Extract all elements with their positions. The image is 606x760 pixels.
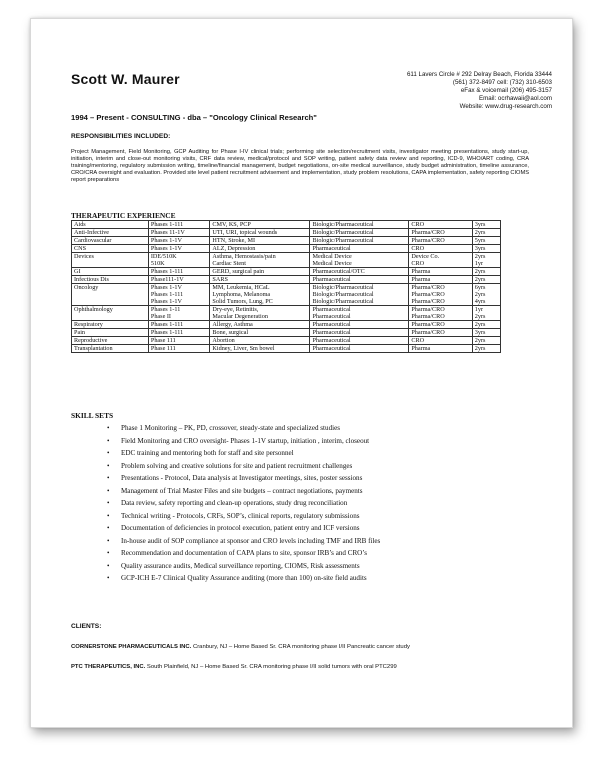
skill-text: Quality assurance audits, Medical surveillance reporting, CIOMS, Risk assessments [121,561,360,570]
therapeutic-row [72,284,501,306]
years-cell: 2yrs [472,321,500,329]
phase-cell: Phases 1-1V [148,237,210,245]
therapeutic-area-cell: CNS [72,245,149,253]
skill-text: Presentations - Protocol, Data analysis at Investigator meetings, sites, poster sessions [121,474,363,482]
years-cell: 2yrs 1yr [472,253,500,268]
skills-heading: SKILL SETS [71,411,114,420]
indication-cell: Dry-eye, Retinitis, Macular Degeneration [210,306,310,321]
skill-text: In-house audit of SOP compliance at sponsor and CRO levels including TMF and IRB files [121,536,381,545]
skill-item [107,535,537,548]
organization-cell: Pharma/CRO Pharma/CRO [409,306,472,321]
years-cell: 1yr 2yrs [472,306,500,321]
skill-text: Data review, safety reporting and clean-up operations, study drug reconciliation [121,499,348,507]
indication-cell: HTN, Stroke, MI [210,237,310,245]
responsibilities-heading: RESPONSIBILITIES INCLUDED: [71,133,171,140]
indication-cell: UTI, URI, topical wounds [210,229,310,237]
therapeutic-area-cell: Ophthalmology [72,306,149,321]
organization-cell: Pharma [409,268,472,276]
therapeutic-area-cell: Infectious Dis [72,276,149,284]
indication-cell: Asthma, Hemostasis/pain Cardiac Stent [210,253,310,268]
phase-cell: Phases 1-111 [148,329,210,337]
bullet-icon: • [107,461,110,470]
therapeutic-area-cell: Aids [72,221,149,229]
product-type-cell: Pharmaceutical [310,337,409,345]
indication-cell: MM, Leukemia, HCaL Lymphoma, Melanoma Solid Tumors, Lung, PC [210,284,310,306]
therapeutic-row [72,253,501,268]
organization-cell: Pharma [409,276,472,284]
indication-cell: GERD, surgical pain [210,268,310,276]
skill-text: Problem solving and creative solutions for site and patient recruitment challenges [121,461,353,470]
years-cell: 2yrs [472,345,500,353]
contact-website: Website: www.drug-research.com [459,103,552,110]
therapeutic-area-cell: Devices [72,253,149,268]
therapeutic-area-cell: Oncology [72,284,149,306]
phase-cell: Phases 1-111 [148,321,210,329]
product-type-cell: Biologic/Pharmaceutical Biologic/Pharmaceutical Biologic/Pharmaceutical [310,284,409,306]
organization-cell: Device Co. CRO [409,253,472,268]
bullet-icon: • [107,499,110,507]
skill-item [107,472,537,485]
indication-cell: ALZ, Depression [210,245,310,253]
product-type-cell: Pharmaceutical Pharmaceutical [310,306,409,321]
therapeutic-row [72,337,501,345]
consulting-heading: 1994 – Present - CONSULTING - dba – "Oncology Clinical Research" [71,113,317,122]
phase-cell: Phase 111 [148,345,210,353]
phase-cell: Phases 11-1V [148,229,210,237]
therapeutic-row [72,268,501,276]
skill-item [107,572,537,585]
skill-item [107,497,537,510]
phase-cell: Phases 1-111 [148,221,210,229]
resume-name: Scott W. Maurer [71,71,180,87]
bullet-icon: • [107,536,110,545]
bullet-icon: • [107,549,110,557]
years-cell: 2yrs [472,337,500,345]
skill-item [107,547,537,560]
product-type-cell: Biologic/Pharmaceutical [310,237,409,245]
contact-email: Email: ocrhawaii@aol.com [479,95,552,102]
therapeutic-table [71,220,501,353]
therapeutic-row [72,321,501,329]
skill-item [107,435,537,448]
organization-cell: Pharma/CRO [409,237,472,245]
years-cell: 5yrs [472,237,500,245]
skill-text: Management of Trial Master Files and site budgets – contract negotiations, payments [121,486,363,495]
therapeutic-row [72,237,501,245]
indication-cell: Allergy, Asthma [210,321,310,329]
skill-text: GCP-ICH E-7 Clinical Quality Assurance auditing (more than 100) on-site field audits [121,574,367,582]
product-type-cell: Pharmaceutical [310,245,409,253]
indication-cell: Bone, surgical [210,329,310,337]
phase-cell: Phase111-1V [148,276,210,284]
therapeutic-row [72,345,501,353]
bullet-icon: • [107,574,110,582]
product-type-cell: Pharmaceutical/OTC [310,268,409,276]
product-type-cell: Pharmaceutical [310,276,409,284]
resume-page [30,18,573,728]
product-type-cell: Biologic/Pharmaceutical [310,221,409,229]
skill-item [107,447,537,460]
phase-cell: Phases 1-1V [148,245,210,253]
years-cell: 3yrs [472,221,500,229]
therapeutic-area-cell: Pain [72,329,149,337]
product-type-cell: Pharmaceutical [310,329,409,337]
organization-cell: CRO [409,245,472,253]
skill-item [107,560,537,573]
years-cell: 2yrs [472,229,500,237]
therapeutic-heading: THERAPEUTIC EXPERIENCE [71,211,176,220]
product-type-cell: Pharmaceutical [310,345,409,353]
skill-text: Field Monitoring and CRO oversight- Phases 1-1V startup, initiation , interim, closeout [121,436,370,445]
phase-cell: Phases 1-1V Phases 1-111 Phases 1-1V [148,284,210,306]
product-type-cell: Pharmaceutical [310,321,409,329]
client-company: CORNERSTONE PHARMACEUTICALS INC. [71,644,192,650]
bullet-icon: • [107,424,110,432]
organization-cell: CRO [409,221,472,229]
therapeutic-area-cell: GI [72,268,149,276]
contact-phone: (561) 372-8497 cell: (732) 310-6503 [452,79,552,86]
years-cell: 6yrs 2yrs 4yrs [472,284,500,306]
client-detail: South Plainfield, NJ – Home Based Sr. CRA monitoring phase I/II solid tumors with oral PTC299 [145,664,397,670]
organization-cell: Pharma/CRO [409,321,472,329]
skill-item [107,460,537,473]
skill-text: Technical writing - Protocols, CRFs, SOP’s, clinical reports, regulatory submissions [121,511,360,520]
organization-cell: Pharma/CRO Pharma/CRO Pharma/CRO [409,284,472,306]
contact-block [407,71,552,111]
client-entry [71,644,410,650]
therapeutic-row [72,229,501,237]
organization-cell: Pharma/CRO [409,229,472,237]
bullet-icon: • [107,486,110,495]
skill-text: Recommendation and documentation of CAPA plans to site, sponsor IRB’s and CRO’s [121,549,368,557]
years-cell: 3yrs [472,329,500,337]
years-cell: 2yrs [472,276,500,284]
therapeutic-row [72,276,501,284]
phase-cell: IDE/510K 510K [148,253,210,268]
client-detail: Cranbury, NJ – Home Based Sr. CRA monitoring phase I/II Pancreatic cancer study [191,644,410,650]
skill-item [107,485,537,498]
therapeutic-row [72,221,501,229]
indication-cell: Kidney, Liver, Sm bowel [210,345,310,353]
bullet-icon: • [107,524,110,532]
skill-item [107,522,537,535]
bullet-icon: • [107,449,110,457]
client-entry [71,664,397,670]
therapeutic-area-cell: Transplantation [72,345,149,353]
product-type-cell: Medical Device Medical Device [310,253,409,268]
indication-cell: CMV, KS, PCP [210,221,310,229]
bullet-icon: • [107,561,110,570]
responsibilities-text: Project Management, Field Monitoring, GCP Auditing for Phase I-IV clinical trials; performing site selection/recruitment visits, investigator meeting presentations, study start-up, initiation, interim and close-out monitoring visits, CRF data review, medical/protocol and SOP writing, patient safety data review and reporting, ICD-9, WHO/ART coding, CRA training/mentoring, regulatory submission writing, timeline/financial management, budget negotiations, on-site medical surveillance, study budget administration, timeline assurance, CRO/CRA oversight and evaluation. Provided site level patient recruitment advisement and implementation, study problem resolutions, CAPA implementation, safety reporting CIOMS report preparations [71,149,529,183]
therapeutic-area-cell: Anti-Infective [72,229,149,237]
organization-cell: CRO [409,337,472,345]
skill-item [107,510,537,523]
organization-cell: Pharma [409,345,472,353]
skill-text: EDC training and mentoring both for staff and site personnel [121,449,294,457]
therapeutic-row [72,306,501,321]
phase-cell: Phase 111 [148,337,210,345]
phase-cell: Phases 1-11 Phase II [148,306,210,321]
client-company: PTC THERAPEUTICS, INC. [71,664,146,670]
years-cell: 2yrs [472,268,500,276]
skill-item [107,422,537,435]
organization-cell: Pharma/CRO [409,329,472,337]
contact-fax: eFax & voicemail (206) 495-3157 [460,87,552,94]
product-type-cell: Biologic/Pharmaceutical [310,229,409,237]
therapeutic-area-cell: Respiratory [72,321,149,329]
therapeutic-row [72,245,501,253]
years-cell: 3yrs [472,245,500,253]
phase-cell: Phases 1-111 [148,268,210,276]
bullet-icon: • [107,474,110,482]
skills-list [107,422,537,585]
skill-text: Phase 1 Monitoring – PK, PD, crossover, steady-state and specialized studies [121,424,340,432]
therapeutic-area-cell: Cardiovascular [72,237,149,245]
indication-cell: SARS [210,276,310,284]
therapeutic-area-cell: Reproductive [72,337,149,345]
therapeutic-row [72,329,501,337]
contact-address: 611 Lavers Circle # 292 Delray Beach, Florida 33444 [406,71,552,78]
bullet-icon: • [107,511,110,520]
bullet-icon: • [107,436,110,445]
clients-heading: CLIENTS: [71,623,102,630]
skill-text: Documentation of deficiencies in protocol execution, patient entry and ICF versions [121,524,360,532]
indication-cell: Abortion [210,337,310,345]
